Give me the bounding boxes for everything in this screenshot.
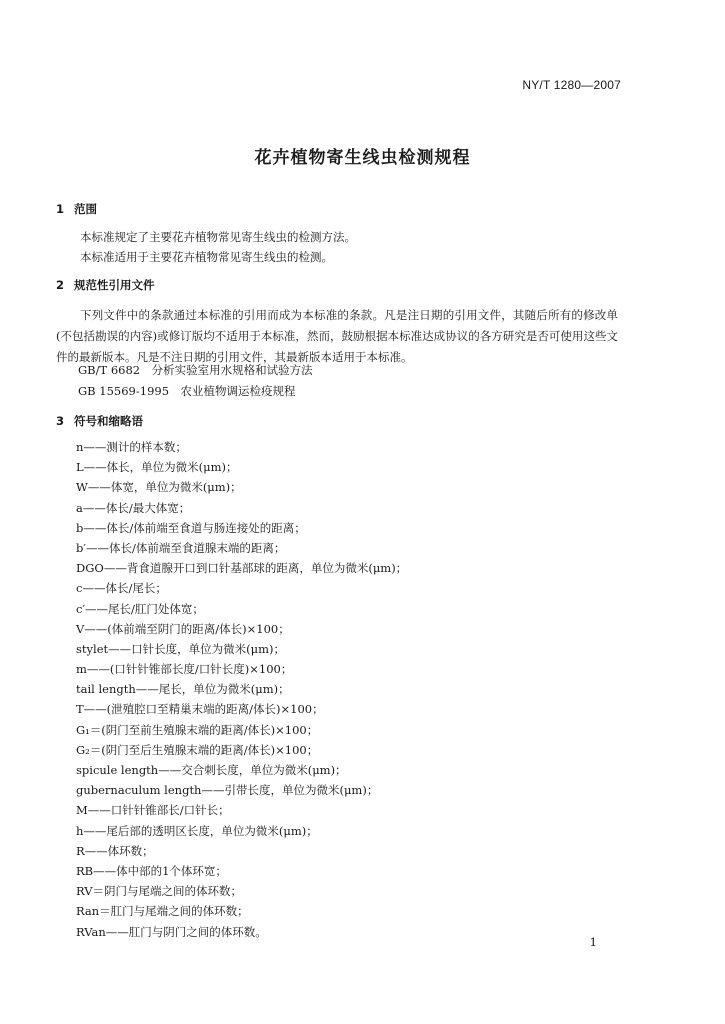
normative-ref-2: GB 15569-1995 农业植物调运检疫规程 [78,384,296,398]
symbol-item: DGO——背食道腺开口到口针基部球的距离，单位为微米(μm)； [76,561,408,576]
scope-line-1: 本标准规定了主要花卉植物常见寄生线虫的检测方法。 [80,230,356,244]
symbol-item: RVan——肛门与阴门之间的体环数。 [76,924,267,939]
symbol-item: T——(泄殖腔口至精巢末端的距离/体长)×100； [76,702,324,717]
page-title: 花卉植物寄生线虫检测规程 [254,148,471,168]
section-3-heading [56,413,143,429]
section-1-number: 1 [56,202,65,216]
symbol-item: Ran＝肛门与尾端之间的体环数； [76,904,249,919]
symbol-item: h——尾后部的透明区长度，单位为微米(μm)； [76,823,318,838]
symbol-item: c——体长/尾长； [76,581,167,596]
symbol-item: RV＝阴门与尾端之间的体环数； [76,884,243,899]
symbol-item: a——体长/最大体宽； [76,500,191,515]
scope-line-2: 本标准适用于主要花卉植物常见寄生线虫的检测。 [80,250,333,264]
section-1-heading [56,201,97,217]
section-2-title: 规范性引用文件 [74,278,155,292]
section-2-heading [56,277,155,293]
symbol-item: R——体环数； [76,843,154,858]
symbol-list [76,437,407,942]
page-number: 1 [589,935,597,949]
normative-ref-1: GB/T 6682 分析实验室用水规格和试验方法 [78,363,313,377]
symbol-item: b——体长/体前端至食道与肠连接处的距离； [76,520,306,535]
symbol-item: n——测计的样本数； [76,440,187,454]
symbol-item: m——(口针针锥部长度/口针长度)×100； [76,662,293,677]
symbol-item: W——体宽，单位为微米(μm)； [76,480,242,495]
symbol-item: M——口针针锥部长/口针长； [76,803,230,818]
section-1-title: 范围 [74,202,97,216]
symbol-item: V——(体前端至阴门的距离/体长)×100； [76,621,290,636]
section-2-number: 2 [56,278,65,292]
symbol-item: RB——体中部的1个体环宽； [76,863,227,878]
symbol-item: tail length——尾长，单位为微米(μm)； [76,682,290,697]
symbol-item: stylet——口针长度，单位为微米(μm)； [76,641,285,656]
symbol-item: G₁＝(阴门至前生殖腺末端的距离/体长)×100； [76,722,319,737]
symbol-item: c′——尾长/肛门处体宽； [76,601,204,616]
normative-paragraph: 下列文件中的条款通过本标准的引用而成为本标准的条款。凡是注日期的引用文件，其随后所有的修改单(不包括勘误的内容)或修订版均不适用于本标准，然而，鼓励根据本标准达成协议的各方研究是否可使用这些文件的最新版本。凡是不注日期的引用文件，其最新版本适用于本标准。 [56,308,618,364]
symbol-item: b′——体长/体前端至食道腺末端的距离； [76,540,286,555]
symbol-item: gubernaculum length——引带长度，单位为微米(μm)； [76,783,379,798]
section-3-title: 符号和缩略语 [74,414,143,428]
symbol-item: spicule length——交合刺长度，单位为微米(μm)； [76,763,347,777]
symbol-item: G₂＝(阴门至后生殖腺末端的距离/体长)×100； [76,742,319,757]
section-3-number: 3 [56,414,65,428]
standard-code: NY/T 1280—2007 [522,78,621,92]
symbol-item: L——体长，单位为微米(μm)； [76,460,238,475]
